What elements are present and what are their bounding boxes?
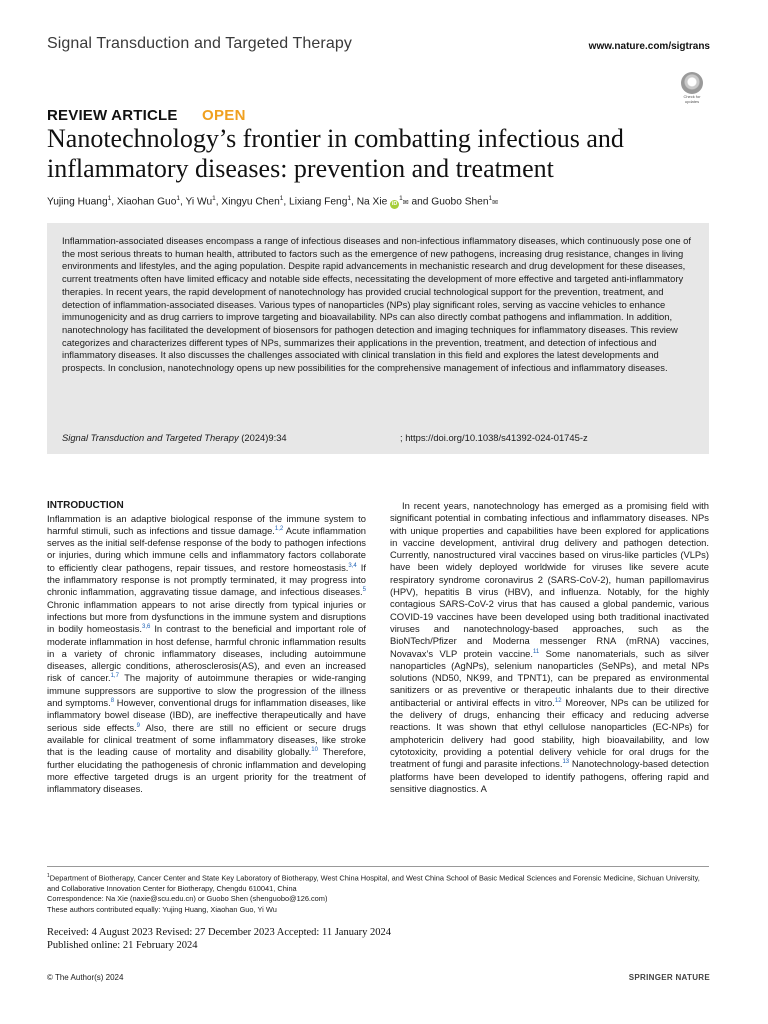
reference-link[interactable]: 8 <box>110 697 115 704</box>
reference-link[interactable]: 1,2 <box>274 525 284 532</box>
article-title: Nanotechnology’s frontier in combatting infectious and inflammatory diseases: prevention and treatment <box>47 124 624 183</box>
body-sentence: Nanotechnology-based detection platforms have been developed to identify pathogens, offering rapid and sensitive diagnostics. A <box>390 758 709 794</box>
open-access-label: OPEN <box>202 107 246 124</box>
email-icon[interactable]: ✉ <box>492 199 499 207</box>
reference-link[interactable]: 13 <box>562 759 570 766</box>
body-sentence: Some nanomaterials, such as silver nanoparticles (AgNPs), selenium nanoparticles (SeNPs), and metal NPs solutions (ND50, NK99, and TPNT1), can be prepared as environmental sanitizers or as preventive or therapeutic inhalants due to their directive antibacterial or antiviral effects in vitro. <box>390 647 709 708</box>
doi-link[interactable]: ; https://doi.org/10.1038/s41392-024-01745-z <box>400 432 588 443</box>
author-name[interactable]: Guobo Shen <box>431 196 489 208</box>
body-column-right <box>390 500 709 795</box>
equal-contribution: These authors contributed equally: Yujing Huang, Xiaohan Guo, Yi Wu <box>47 904 277 914</box>
body-paragraph <box>390 500 709 795</box>
author-name[interactable]: Yujing Huang <box>47 196 108 208</box>
reference-link[interactable]: 1,7 <box>110 673 119 680</box>
reference-link[interactable]: 10 <box>311 747 318 754</box>
check-updates-icon <box>681 72 703 94</box>
check-for-updates-badge[interactable] <box>677 72 707 104</box>
body-sentence: The majority of autoimmune therapies or wide-ranging immune suppressors are supportive to slow the progression of the illness and symptoms. <box>47 672 366 709</box>
body-sentence: Chronic inflammation appears to not arise directly from typical injuries or infections but more from dysfunctions in the immune system and disruptions in bodily homeostasis. <box>47 598 366 635</box>
citation-line <box>62 432 287 443</box>
author-list: Yujing Huang$^1$, Xiaohan Guo$^1$, Yi Wu$^1$, Xingyu Chen$^1$, Lixiang Feng$^1$, Na Xie $iD^1✉$ and Guobo Shen$^1$✉ <box>47 195 499 208</box>
orcid-icon[interactable]: iD <box>391 201 398 208</box>
citation-volume: (2024)9:34 <box>241 432 287 443</box>
reference-link[interactable]: 9 <box>136 722 140 729</box>
section-heading: INTRODUCTION <box>47 500 124 511</box>
body-sentence: In recent years, nanotechnology has emerged as a promising field with significant potential in combating infectious and inflammatory diseases. NPs with unique properties and capabilities have been explored for applications in vaccine development, antiviral drug delivery and pathogen detection. Currently, nanostructured viral vaccines based on virus-like particles (VLPs) have been widely deployed worldwide for viruses like severe acute respiratory syndrome coronavirus 2 (SARS-CoV-2), human papillomavirus (HPV), hepatitis B virus (HBV), and influenza. Notably, for the highly contagious SARS-CoV-2 virus that has caused a global pandemic, various COVID-19 vaccines have been developed using both traditional inactivated viruses and nanotechnology-based approaches, such as the BioNTech/Pfizer and Moderna messenger RNA (mRNA) vaccines, Novavax’s VLP protein vaccine. <box>390 500 709 659</box>
author-name[interactable]: Xiaohan Guo <box>116 196 177 208</box>
body-sentence: Moreover, NPs can be utilized for the delivery of drugs, enhancing their efficacy and reducing adverse reactions. It was shown that ethyl cellulose nanoparticles (EC-NPs) for amphotericin delivery had good stability, high bioavailability, and low cytotoxicity, providing a potential delivery vehicle for oral drugs for the treatment of fungi and parasite infections. <box>390 696 709 770</box>
reference-link[interactable]: 11 <box>533 648 540 655</box>
publisher-logo: SPRINGER NATURE <box>628 973 710 982</box>
journal-name: Signal Transduction and Targeted Therapy <box>47 35 352 52</box>
intro-paragraph <box>47 513 366 796</box>
body-sentence: In contrast to the beneficial and important role of moderate inflammation in host defense, harmful chronic inflammation results in a variety of chronic inflammatory diseases, including autoimmune diseases, allergic conditions, atherosclerosis(AS), and even an increased risk of cancer. <box>47 623 366 684</box>
body-column-left <box>47 500 366 795</box>
correspondence: Correspondence: Na Xie (naxie@scu.edu.cn) or Guobo Shen (shenguobo@126.com) <box>47 894 328 904</box>
reference-link[interactable]: 3,6 <box>142 624 151 631</box>
footnote-divider <box>47 866 709 867</box>
abstract-text: Inflammation-associated diseases encompass a range of infectious diseases and non-infectious inflammatory diseases, which continuously pose one of the most serious threats to human health, attributed to factors such as the emergence of new pathogens, increasing drug resistance, changes in living environments and lifestyles, and the aging population. Despite rapid advancements in mechanistic research and drug development for these diseases, current treatments often have limited efficacy and notable side effects, necessitating the development of more effective and targeted anti-inflammatory therapies. In recent years, the rapid development of nanotechnology has provided crucial technological support for the prevention, treatment, and detection of inflammation-associated diseases. Various types of nanoparticles (NPs) play significant roles, serving as vaccine vehicles to enhance immunogenicity and as drug carriers to improve targeting and bioavailability. NPs can also directly combat pathogens and inflammation. In addition, nanotechnology has facilitated the development of biosensors for pathogen detection and imaging techniques for inflammatory diseases. This review categorizes and characterizes different types of NPs, summarizes their applications in the prevention, treatment, and detection of infectious and inflammatory diseases. It also discusses the challenges associated with clinical translation in this field and explores the latest developments and prospects. In conclusion, nanotechnology opens up new possibilities for the comprehensive management of infectious and inflammatory diseases. <box>62 235 691 374</box>
reference-link[interactable]: 12 <box>554 697 562 704</box>
published-date: Published online: 21 February 2024 <box>47 939 198 951</box>
body-sentence: Acute inflammation serves as the initial self-defense response of the body to pathogen infections or injuries, during which immune cells and inflammatory factors collaborate to efficiently clear pathogens, repair tissues, and restore homeostasis. <box>47 524 367 573</box>
copyright: © The Author(s) 2024 <box>47 973 124 982</box>
author-name[interactable]: Xingyu Chen <box>221 196 280 208</box>
body-sentence: Inflammation is an adaptive biological response of the immune system to harmful stimuli, such as infections and tissue damage. <box>47 512 366 536</box>
body-sentence: However, conventional drugs for inflammation diseases, like inflammatory bowel disease (IBD), are ineffective therapeutically and have serious side effects. <box>47 697 366 733</box>
author-joiner: and <box>411 196 429 208</box>
body-sentence: Therefore, further elucidating the pathogenesis of chronic inflammation and developing more effective targeted drugs is an urgent priority for the treatment of inflammatory diseases. <box>47 746 367 795</box>
author-name[interactable]: Lixiang Feng <box>289 196 348 208</box>
reference-link[interactable]: 3,4 <box>348 562 357 569</box>
footnotes <box>47 871 709 915</box>
reference-link[interactable]: 5 <box>362 587 366 594</box>
affiliation: $^1$Department of Biotherapy, Cancer Center and State Key Laboratory of Biotherapy, West China Hospital, and West China School of Basic Medical Sciences and Forensic Medicine, Sichuan University, and Collaborative Innovation Center for Biotherapy, Chengdu 610041, China <box>47 873 700 893</box>
body-sentence: Also, there are still no efficient or secure drugs available for clinical treatment of some inflammatory diseases, like stroke that is the leading cause of mortality and disability globally. <box>47 721 366 758</box>
body-sentence: If the inflammatory response is not promptly terminated, it may progress into chronic inflammation, aggravating tissue damage, and infectious diseases. <box>47 561 366 598</box>
author-name[interactable]: Na Xie <box>356 196 388 208</box>
email-icon[interactable]: ✉ <box>402 199 409 207</box>
badge-label: Check for updates <box>683 94 701 104</box>
citation-journal: Signal Transduction and Targeted Therapy <box>62 432 239 443</box>
received-dates: Received: 4 August 2023 Revised: 27 December 2023 Accepted: 11 January 2024 <box>47 927 391 938</box>
publication-dates <box>47 927 547 952</box>
journal-url[interactable]: www.nature.com/sigtrans <box>588 41 710 52</box>
abstract-box <box>47 223 709 454</box>
article-type: REVIEW ARTICLE <box>47 107 178 124</box>
author-name[interactable]: Yi Wu <box>185 196 213 208</box>
